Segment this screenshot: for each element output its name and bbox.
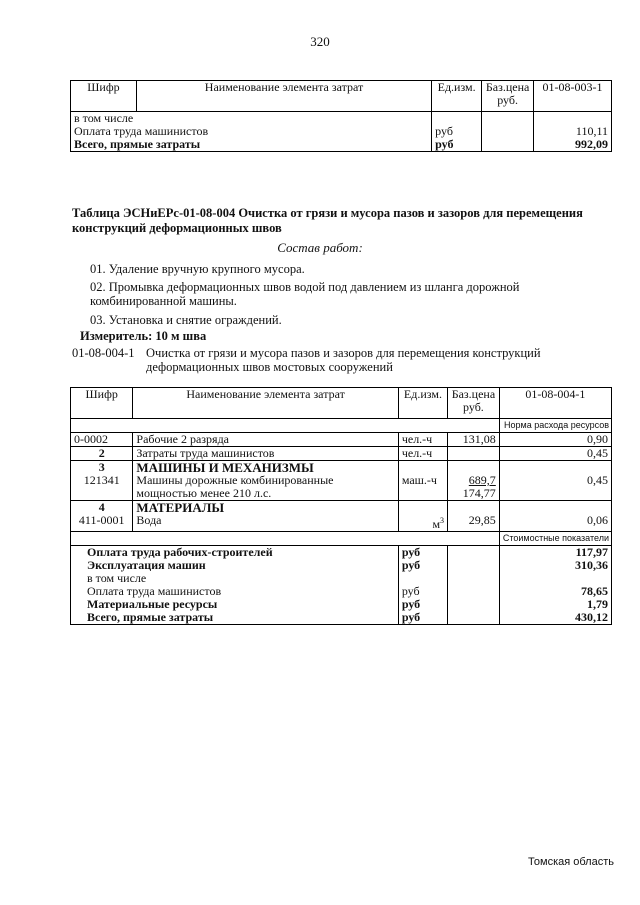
row-name: Рабочие 2 разряда — [133, 433, 398, 447]
row-unit: чел.-ч — [398, 447, 447, 461]
row-unit: м — [432, 517, 441, 531]
work-title: Состав работ: — [277, 240, 363, 255]
table-row — [71, 447, 612, 461]
header-unit: Ед.изм. — [398, 388, 447, 419]
row-name: Затраты труда машинистов — [133, 447, 398, 461]
row-code: 3 — [71, 461, 133, 475]
row-value: 992,09 — [534, 138, 612, 152]
row-unit — [432, 112, 482, 126]
section-row — [71, 461, 612, 475]
cost-name: Всего, прямые затраты — [71, 611, 399, 625]
meter: Измеритель: 10 м шва — [80, 329, 207, 343]
row-price — [482, 138, 534, 152]
row-unit: маш.-ч — [398, 474, 447, 501]
row-value: 0,06 — [499, 514, 611, 532]
cost-name: Оплата труда рабочих-строителей — [71, 546, 399, 560]
cost-row — [71, 611, 612, 625]
row-price — [482, 112, 534, 126]
section-title: МАТЕРИАЛЫ — [133, 501, 398, 515]
row-price: 29,85 — [448, 514, 500, 532]
table-row — [71, 138, 612, 152]
row-value — [534, 112, 612, 126]
row-code: 121341 — [71, 474, 133, 501]
header-price: Баз.цена руб. — [482, 81, 534, 112]
header-name: Наименование элемента затрат — [136, 81, 431, 112]
cost-label-row — [71, 532, 612, 546]
row-value: 0,45 — [499, 447, 611, 461]
header-code: Шифр — [71, 81, 137, 112]
cost-row — [71, 559, 612, 572]
cost-name: Материальные ресурсы — [71, 598, 399, 611]
row-code: 411-0001 — [71, 514, 133, 532]
row-name: Машины дорожные комбинированные мощностью менее 210 л.с. — [133, 474, 398, 501]
work-item: 01. Удаление вручную крупного мусора. — [90, 262, 305, 276]
norm-code: 01-08-004-1 — [72, 346, 135, 360]
norm-description: Очистка от грязи и мусора пазов и зазоров для перемещения конструкций деформационных швов мостовых сооружений — [146, 346, 541, 374]
row-price: 689,7 — [468, 473, 496, 487]
cost-value: 310,36 — [499, 559, 611, 572]
cost-name: Оплата труда машинистов — [71, 585, 399, 598]
row-price: 131,08 — [448, 433, 500, 447]
table-title: Таблица ЭСНиЕРс-01-08-004 Очистка от грязи и мусора пазов и зазоров для перемещения конструкций деформационных швов — [72, 206, 583, 235]
cost-value: 430,12 — [499, 611, 611, 625]
cost-unit: руб — [398, 611, 447, 625]
page-number: 320 — [310, 34, 330, 49]
table-row — [71, 514, 612, 532]
table-header — [71, 388, 612, 419]
header-code: Шифр — [71, 388, 133, 419]
table-row — [71, 433, 612, 447]
header-norm: 01-08-003-1 — [534, 81, 612, 112]
table-row — [71, 474, 612, 501]
row-unit: руб — [432, 138, 482, 152]
cost-unit: руб — [398, 559, 447, 572]
cost-label: Стоимостные показатели — [499, 532, 611, 546]
table-header — [71, 81, 612, 112]
table-row — [71, 112, 612, 126]
cost-value: 117,97 — [499, 546, 611, 560]
row-name: Оплата труда машинистов — [71, 125, 432, 138]
cost-name: Эксплуатация машин — [71, 559, 399, 572]
row-unit: чел.-ч — [398, 433, 447, 447]
row-unit: руб — [432, 125, 482, 138]
cost-unit: руб — [398, 585, 447, 598]
unit-superscript: 3 — [440, 516, 445, 525]
cost-unit: руб — [398, 546, 447, 560]
row-price — [482, 125, 534, 138]
work-item: 03. Установка и снятие ограждений. — [90, 313, 282, 327]
norm-label: Норма расхода ресурсов — [499, 419, 611, 433]
cost-row — [71, 546, 612, 560]
row-code: 4 — [71, 501, 133, 515]
cost-table-01-08-004 — [70, 387, 612, 625]
section-title: МАШИНЫ И МЕХАНИЗМЫ — [133, 461, 398, 475]
row-code: 2 — [71, 447, 133, 461]
cost-value: 1,79 — [499, 598, 611, 611]
header-unit: Ед.изм. — [432, 81, 482, 112]
footer-region: Томская область — [528, 856, 614, 868]
cost-table-01-08-003 — [70, 80, 612, 152]
row-value: 0,90 — [499, 433, 611, 447]
work-item: 02. Промывка деформационных швов водой под давлением из шланга дорожной комбинированной машины. — [90, 280, 520, 308]
row-value: 110,11 — [534, 125, 612, 138]
row-name: в том числе — [71, 112, 432, 126]
row-name: Всего, прямые затраты — [71, 138, 432, 152]
row-price-2: 174,77 — [462, 486, 496, 500]
row-code: 0-0002 — [71, 433, 133, 447]
norm-label-row — [71, 419, 612, 433]
row-name: Вода — [133, 514, 398, 532]
header-price: Баз.цена руб. — [448, 388, 500, 419]
header-norm: 01-08-004-1 — [499, 388, 611, 419]
cost-value: 78,65 — [499, 585, 611, 598]
cost-name: в том числе — [71, 572, 399, 585]
row-value: 0,45 — [499, 474, 611, 501]
header-name: Наименование элемента затрат — [133, 388, 398, 419]
section-row — [71, 501, 612, 515]
cost-unit: руб — [398, 598, 447, 611]
